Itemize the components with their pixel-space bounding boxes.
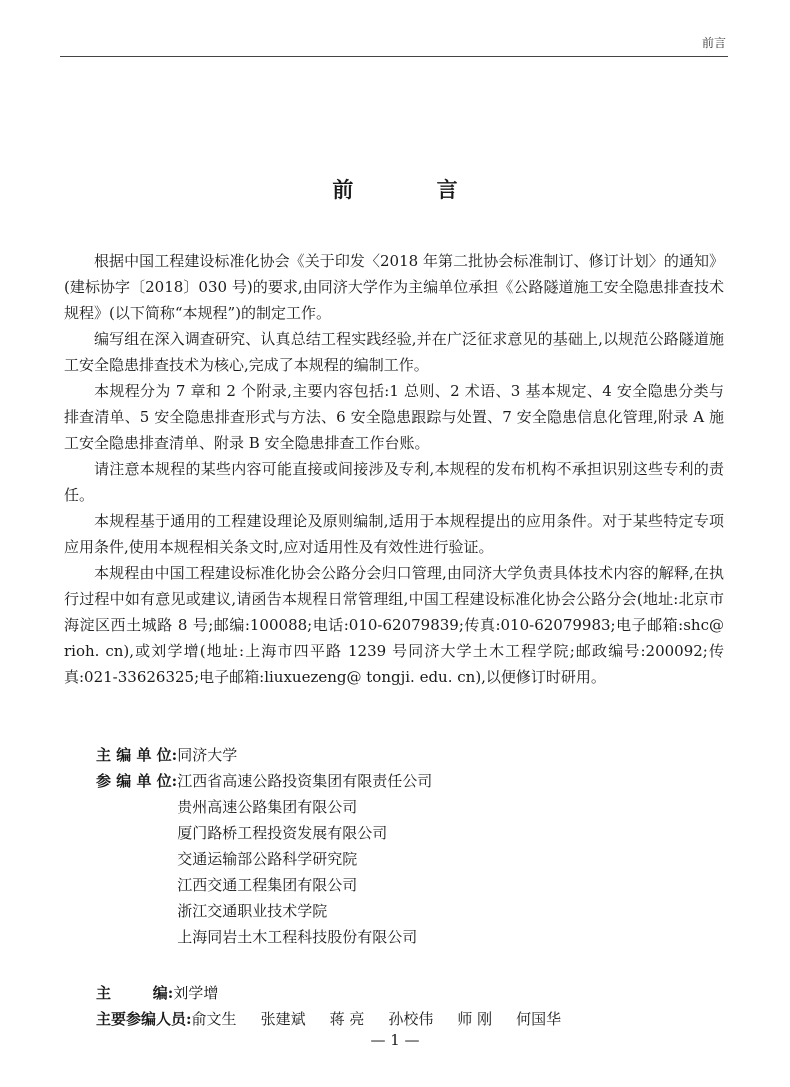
participating-unit: 贵州高速公路集团有限公司	[177, 798, 358, 816]
credits-units	[96, 742, 726, 950]
participant-name: 蒋 亮	[329, 1010, 365, 1028]
page-title: 前 言	[332, 177, 496, 202]
paragraph-1: 根据中国工程建设标准化协会《关于印发〈2018 年第二批协会标准制订、修订计划〉的通知》(建标协字〔2018〕030 号)的要求,由同济大学作为主编单位承担《公路隧道施工安全隐患排查技术规程》(以下简称“本规程”)的制定工作。	[64, 252, 724, 322]
participant-name: 师 刚	[457, 1010, 493, 1028]
chief-editor-row	[96, 980, 726, 1006]
participating-units-list	[177, 768, 432, 950]
paragraph-4: 请注意本规程的某些内容可能直接或间接涉及专利,本规程的发布机构不承担识别这些专利的责任。	[64, 460, 724, 504]
participating-unit: 江西省高速公路投资集团有限责任公司	[177, 772, 433, 790]
main-participants-row	[96, 1006, 726, 1032]
running-header: 前言	[701, 36, 726, 50]
paragraph-6: 本规程由中国工程建设标准化协会公路分会归口管理,由同济大学负责具体技术内容的解释,在执行过程中如有意见或建议,请函告本规程日常管理组,中国工程建设标准化协会公路分会(地址:北京市海淀区西土城路 8 号;邮编:100088;电话:010-62079839;传真:010-62079983;电子邮箱:shc@ rioh. cn),或刘学增(地址:上海市四平路 1239 号同济大学土木工程学院;邮政编号:200092;传真:021-33626325;电子邮箱:liuxuezeng@ tongji. edu. cn),以便修订时研用。	[64, 564, 724, 686]
participating-unit: 厦门路桥工程投资发展有限公司	[177, 824, 388, 842]
participating-unit: 交通运输部公路科学研究院	[177, 850, 358, 868]
paragraph-5: 本规程基于通用的工程建设理论及原则编制,适用于本规程提出的应用条件。对于某些特定专项应用条件,使用本规程相关条文时,应对适用性及有效性进行验证。	[64, 512, 724, 556]
chief-editor: 刘学增	[173, 984, 219, 1002]
paragraph-2: 编写组在深入调查研究、认真总结工程实践经验,并在广泛征求意见的基础上,以规范公路隧道施工安全隐患排查技术为核心,完成了本规程的编制工作。	[64, 330, 724, 374]
participating-unit: 上海同岩土木工程科技股份有限公司	[177, 928, 418, 946]
chief-unit: 同济大学	[177, 746, 238, 764]
preface-body	[64, 248, 724, 690]
participant-name: 俞文生	[191, 1010, 237, 1028]
main-participants-list	[192, 1006, 586, 1032]
participating-unit: 浙江交通职业技术学院	[177, 902, 328, 920]
header-rule	[60, 56, 728, 57]
participant-name: 孙校伟	[388, 1010, 434, 1028]
participating-units-row	[96, 768, 726, 950]
chief-unit-label: 主 编 单 位:	[96, 746, 178, 764]
participating-units-label: 参 编 单 位:	[96, 772, 178, 790]
participating-unit: 江西交通工程集团有限公司	[177, 876, 358, 894]
participant-name: 何国华	[516, 1010, 562, 1028]
credits-people	[96, 980, 726, 1032]
chief-unit-row	[96, 742, 726, 768]
main-participants-label: 主要参编人员:	[96, 1010, 192, 1028]
chief-editor-label: 主 编:	[96, 984, 174, 1002]
paragraph-3: 本规程分为 7 章和 2 个附录,主要内容包括:1 总则、2 术语、3 基本规定、4 安全隐患分类与排查清单、5 安全隐患排查形式与方法、6 安全隐患跟踪与处置、7 安全隐患信息化管理,附录 A 施工安全隐患排查清单、附录 B 安全隐患排查工作台账。	[64, 382, 724, 452]
page-number: — 1 —	[370, 1031, 420, 1049]
participant-name: 张建斌	[260, 1010, 306, 1028]
